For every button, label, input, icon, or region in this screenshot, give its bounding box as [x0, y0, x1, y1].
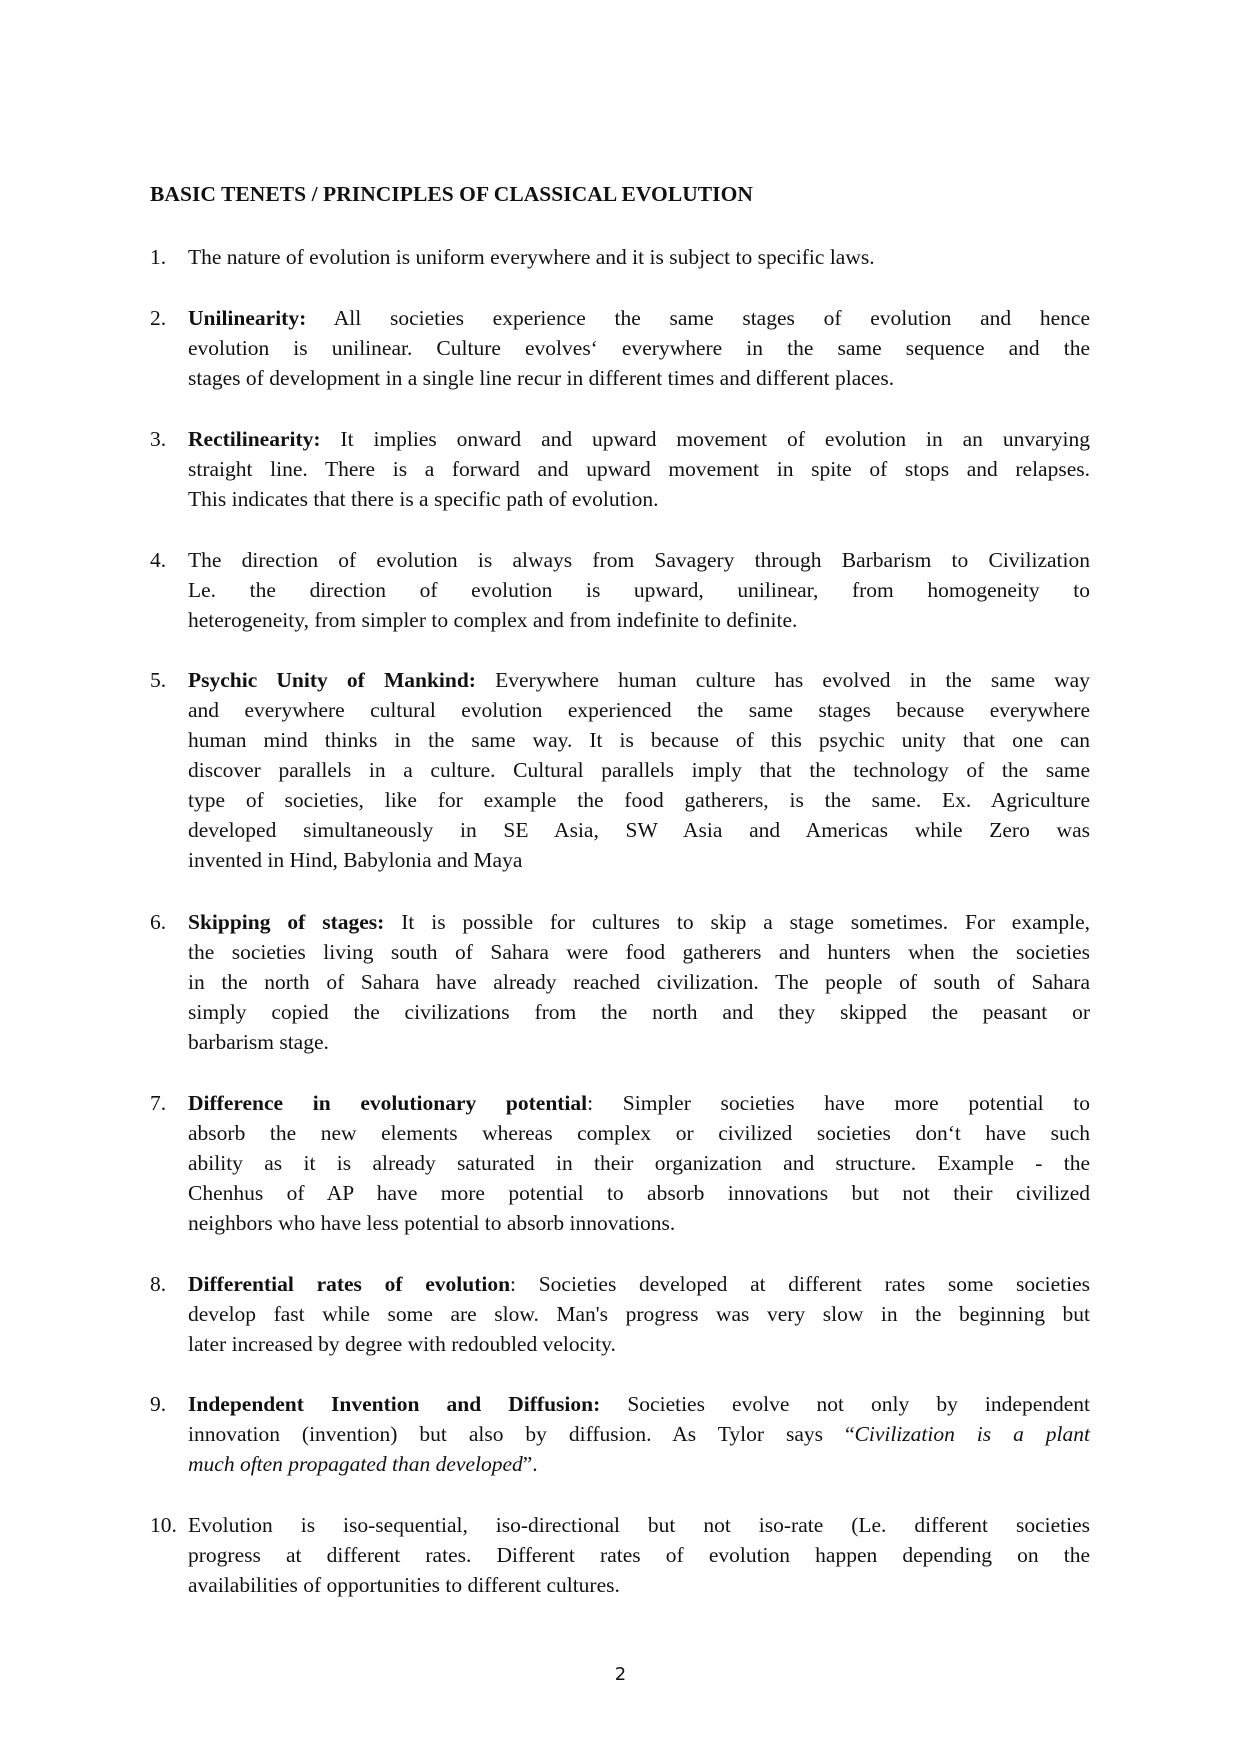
text-line: Chenhus of AP have more potential to absorb innovations but not their civilized: [188, 1181, 1090, 1205]
text-line: much often propagated than developed”.: [188, 1452, 538, 1476]
text-line: discover parallels in a culture. Cultural parallels imply that the technology of the same: [188, 758, 1090, 782]
text-line: Unilinearity: All societies experience the same stages of evolution and hence: [188, 306, 1090, 330]
list-item-number: 7.: [150, 1091, 167, 1115]
list-item: [150, 1389, 1090, 1479]
text-line: later increased by degree with redoubled velocity.: [188, 1332, 616, 1356]
list-item-body: [188, 665, 1090, 875]
item-heading: Psychic Unity of Mankind:: [188, 668, 476, 692]
text-line: Difference in evolutionary potential: Simpler societies have more potential to: [188, 1091, 1090, 1115]
list-item-body: [188, 242, 1090, 272]
item-heading: Skipping of stages:: [188, 910, 385, 934]
text-line: Independent Invention and Diffusion: Societies evolve not only by independent: [188, 1392, 1091, 1416]
item-heading: Differential rates of evolution: [188, 1272, 511, 1296]
text-line: human mind thinks in the same way. It is because of this psychic unity that one can: [188, 728, 1090, 752]
text-line: Skipping of stages: It is possible for cultures to skip a stage sometimes. For example,: [188, 910, 1090, 934]
text-line: Differential rates of evolution: Societies developed at different rates some societies: [188, 1272, 1090, 1296]
text-line: heterogeneity, from simpler to complex and from indefinite to definite.: [188, 608, 798, 632]
item-heading: Independent Invention and Diffusion:: [188, 1392, 601, 1416]
list-item: [150, 1510, 1090, 1600]
list-item-number: 8.: [150, 1272, 167, 1296]
text-line: evolution is unilinear. Culture evolves‘ everywhere in the same sequence and the: [188, 336, 1090, 360]
item-heading: Rectilinearity:: [188, 427, 321, 451]
list-item-number: 3.: [150, 427, 167, 451]
text-line: Evolution is iso-sequential, iso-directional but not iso-rate (Le. different societies: [188, 1513, 1090, 1537]
text-line: ability as it is already saturated in their organization and structure. Example - the: [188, 1151, 1090, 1175]
text-line: stages of development in a single line recur in different times and different places.: [188, 366, 895, 390]
page-title: BASIC TENETS / PRINCIPLES OF CLASSICAL EVOLUTION: [150, 182, 753, 206]
list-item: [150, 1088, 1090, 1238]
list-item-body: [188, 1088, 1090, 1238]
item-heading: Difference in evolutionary potential: [188, 1091, 588, 1115]
list-item: [150, 665, 1090, 875]
text-line: the societies living south of Sahara were food gatherers and hunters when the societies: [188, 940, 1090, 964]
text-line: barbarism stage.: [188, 1030, 329, 1054]
page-number: 2: [614, 1664, 627, 1685]
text-line: invented in Hind, Babylonia and Maya: [188, 848, 523, 872]
text-line: absorb the new elements whereas complex or civilized societies don‘t have such: [188, 1121, 1090, 1145]
list-item-number: 6.: [150, 910, 167, 934]
text-line: availabilities of opportunities to different cultures.: [188, 1573, 620, 1597]
quote-text: Civilization is a plant: [854, 1422, 1090, 1446]
list-item: [150, 424, 1090, 514]
text-line: develop fast while some are slow. Man's progress was very slow in the beginning but: [188, 1302, 1090, 1326]
quote-text: much often propagated than developed: [188, 1452, 523, 1476]
list-item: [150, 303, 1090, 393]
list-item-number: 5.: [150, 668, 167, 692]
text-line: Psychic Unity of Mankind: Everywhere human culture has evolved in the same way: [188, 668, 1090, 692]
text-line: This indicates that there is a specific path of evolution.: [188, 487, 659, 511]
list-item-body: [188, 545, 1090, 635]
list-item: [150, 545, 1090, 635]
list-item: [150, 907, 1090, 1057]
list-item-number: 2.: [150, 306, 167, 330]
text-line: straight line. There is a forward and upward movement in spite of stops and relapses.: [188, 457, 1090, 481]
text-line: simply copied the civilizations from the north and they skipped the peasant or: [188, 1000, 1090, 1024]
text-line: neighbors who have less potential to absorb innovations.: [188, 1211, 676, 1235]
list-item-body: [188, 1269, 1090, 1359]
list-item: [150, 242, 1090, 272]
list-item-body: [188, 1510, 1090, 1600]
text-line: innovation (invention) but also by diffusion. As Tylor says “Civilization is a plant: [188, 1422, 1090, 1446]
list-item-body: [188, 1389, 1090, 1479]
list-item-body: [188, 424, 1090, 514]
list-item-number: 1.: [150, 245, 167, 269]
text-line: developed simultaneously in SE Asia, SW Asia and Americas while Zero was: [188, 818, 1090, 842]
list-item-body: [188, 907, 1090, 1057]
text-line: progress at different rates. Different rates of evolution happen depending on the: [188, 1543, 1090, 1567]
list-item-number: 9.: [150, 1392, 167, 1416]
list-item-number: 10.: [150, 1513, 177, 1537]
text-line: type of societies, like for example the food gatherers, is the same. Ex. Agriculture: [188, 788, 1090, 812]
text-line: Le. the direction of evolution is upward, unilinear, from homogeneity to: [188, 578, 1090, 602]
item-heading: Unilinearity:: [188, 306, 307, 330]
text-line: Rectilinearity: It implies onward and upward movement of evolution in an unvarying: [188, 427, 1090, 451]
text-line: The nature of evolution is uniform everywhere and it is subject to specific laws.: [188, 245, 875, 269]
text-line: The direction of evolution is always from Savagery through Barbarism to Civilization: [188, 548, 1090, 572]
list-item-number: 4.: [150, 548, 167, 572]
list-item-body: [188, 303, 1090, 393]
text-line: in the north of Sahara have already reached civilization. The people of south of Sahara: [188, 970, 1090, 994]
text-line: and everywhere cultural evolution experienced the same stages because everywhere: [188, 698, 1090, 722]
list-item: [150, 1269, 1090, 1359]
